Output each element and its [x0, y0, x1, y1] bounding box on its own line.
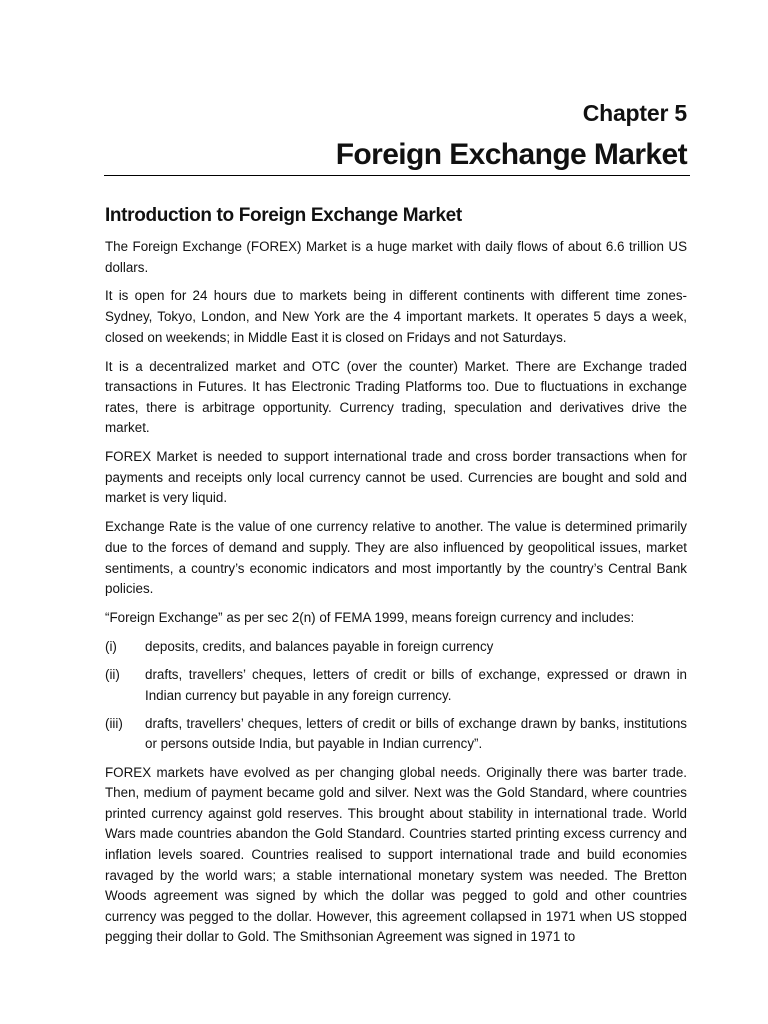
definition-list	[105, 637, 687, 755]
list-item-text: deposits, credits, and balances payable in foreign currency	[145, 638, 494, 654]
list-item	[105, 637, 687, 658]
paragraph: The Foreign Exchange (FOREX) Market is a huge market with daily flows of about 6.6 trillion US dollars.	[105, 239, 687, 275]
list-item-number: (iii)	[105, 715, 123, 731]
paragraph: It is open for 24 hours due to markets being in different continents with different time zones- Sydney, Tokyo, London, and New York are the 4 important markets. It operates 5 days a week, closed on weekends; in Middle East it is closed on Fridays and not Saturdays.	[105, 288, 687, 345]
title-divider	[104, 175, 690, 176]
list-item	[105, 665, 687, 706]
paragraph: Exchange Rate is the value of one currency relative to another. The value is determined primarily due to the forces of demand and supply. They are also influenced by geopolitical issues, market sentiments, a country’s economic indicators and most importantly by the country’s Central Bank policies.	[105, 519, 687, 597]
chapter-number: Chapter 5	[582, 100, 687, 126]
list-item-text: drafts, travellers’ cheques, letters of credit or bills of exchange drawn by banks, institutions or persons outside India, but payable in Indian currency”.	[145, 715, 687, 752]
list-item-number: (i)	[105, 638, 117, 654]
list-item-text: drafts, travellers’ cheques, letters of credit or bills of exchange, expressed or drawn in Indian currency but payable in any foreign currency.	[145, 667, 687, 703]
chapter-title: Foreign Exchange Market	[335, 138, 687, 171]
list-item	[105, 714, 687, 755]
paragraph: FOREX Market is needed to support international trade and cross border transactions when for payments and receipts only local currency cannot be used. Currencies are bought and sold and market is very liquid.	[105, 449, 687, 506]
list-item-number: (ii)	[105, 667, 120, 683]
main-content	[105, 204, 687, 956]
paragraph: FOREX markets have evolved as per changing global needs. Originally there was barter trade. Then, medium of payment became gold and silver. Next was the Gold Standard, where countries printed currency against gold reserves. This brought about stability in international trade. World Wars made countries abandon the Gold Standard. Countries started printing excess currency and inflation levels soared. Countries realised to support international trade and build economies ravaged by the world wars; a stable international monetary system was needed. The Bretton Woods agreement was signed by which the dollar was pegged to gold and other countries currency was pegged to the dollar. However, this agreement collapsed in 1971 when US stopped pegging their dollar to Gold. The Smithsonian Agreement was signed in 1971 to	[105, 764, 687, 945]
paragraph: It is a decentralized market and OTC (over the counter) Market. There are Exchange traded transactions in Futures. It has Electronic Trading Platforms too. Due to fluctuations in exchange rates, there is arbitrage opportunity. Currency trading, speculation and derivatives drive the market.	[105, 358, 687, 436]
section-heading: Introduction to Foreign Exchange Market	[105, 205, 462, 226]
paragraph: “Foreign Exchange” as per sec 2(n) of FEMA 1999, means foreign currency and includes:	[105, 609, 635, 625]
